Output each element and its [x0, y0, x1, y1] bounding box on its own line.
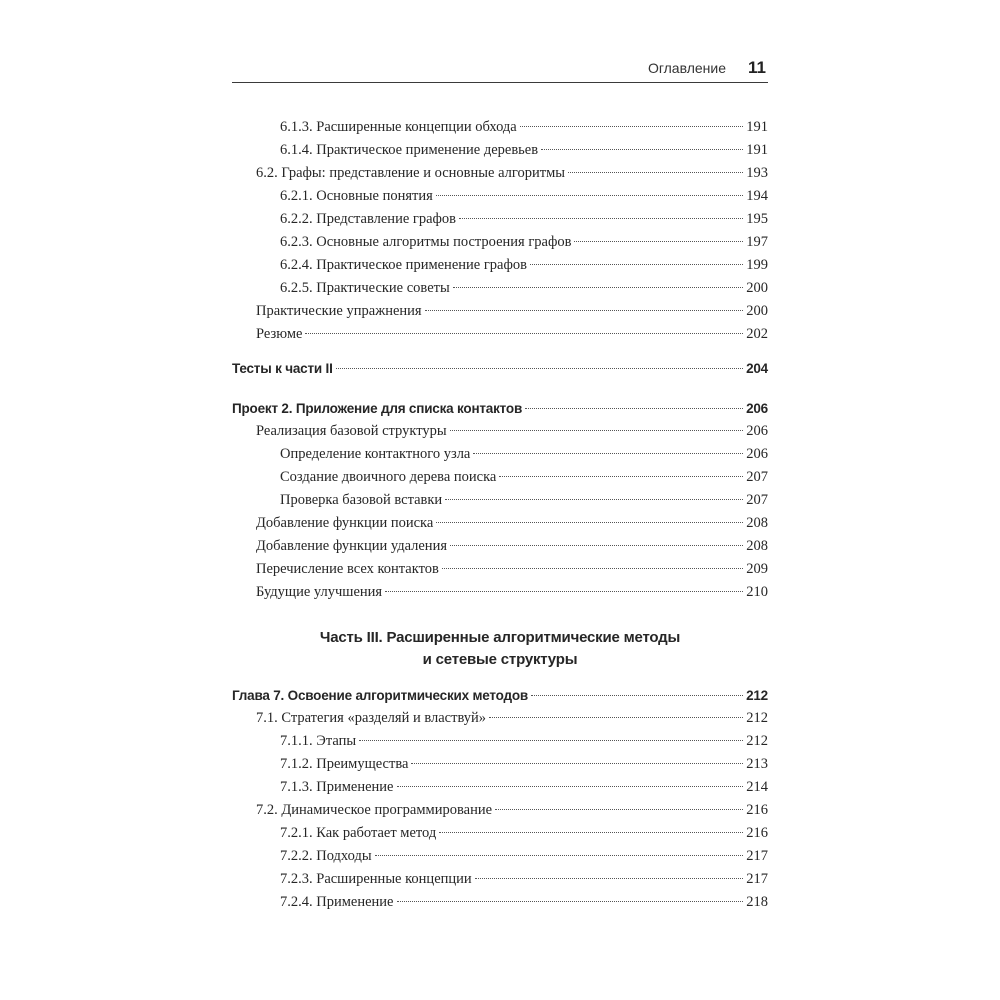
toc-entry-page: 200 [746, 303, 768, 319]
toc-entry-page: 200 [746, 280, 768, 296]
toc-entry-page: 194 [746, 188, 768, 204]
toc-entry-label: Перечисление всех контактов [256, 561, 439, 577]
dot-leader [450, 430, 744, 431]
dot-leader [439, 832, 743, 833]
toc-entry[interactable] [280, 891, 768, 913]
toc-entry[interactable] [256, 420, 768, 442]
toc-entry-label: 6.1.3. Расширенные концепции обхода [280, 119, 517, 135]
toc-entry[interactable] [256, 799, 768, 821]
toc-entry-label: 7.2.3. Расширенные концепции [280, 871, 472, 887]
toc-entry[interactable] [280, 116, 768, 138]
toc-entry-page: 212 [746, 733, 768, 749]
dot-leader [473, 453, 743, 454]
toc-entry-label: 7.2.1. Как работает метод [280, 825, 437, 841]
toc-entry-page: 216 [746, 825, 768, 841]
part-title-line-2: и сетевые структуры [422, 651, 578, 668]
toc-entry-label: 6.1.4. Практическое применение деревьев [280, 142, 539, 158]
toc-entry-label: 7.2.2. Подходы [280, 848, 372, 864]
toc-entry[interactable] [280, 845, 768, 867]
dot-leader [336, 368, 743, 369]
toc-entry-label: Тесты к части II [232, 361, 333, 376]
toc-entry-page: 206 [746, 423, 768, 439]
toc-entry[interactable] [256, 323, 768, 345]
toc-entry-page: 193 [746, 165, 768, 181]
running-head [232, 58, 768, 82]
toc-entry-page: 212 [746, 688, 768, 703]
dot-leader [495, 809, 743, 810]
toc-heading[interactable] [232, 685, 768, 707]
toc-entry-page: 191 [746, 119, 768, 135]
toc-entry-label: Глава 7. Освоение алгоритмических методов [232, 688, 528, 703]
toc-heading[interactable] [232, 358, 768, 380]
toc-entry[interactable] [280, 443, 768, 465]
toc-entry[interactable] [280, 489, 768, 511]
toc-entry-page: 195 [746, 211, 768, 227]
toc-entry-page: 217 [746, 848, 768, 864]
dot-leader [574, 241, 743, 242]
running-head-title: Оглавление [647, 60, 727, 76]
dot-leader [489, 717, 743, 718]
toc-entry-page: 207 [746, 469, 768, 485]
toc-entry-label: Создание двоичного дерева поиска [280, 469, 497, 485]
dot-leader [436, 522, 743, 523]
dot-leader [305, 333, 743, 334]
toc-entry-label: Добавление функции удаления [256, 538, 447, 554]
toc-entry[interactable] [256, 707, 768, 729]
toc-entry[interactable] [280, 254, 768, 276]
toc-entry[interactable] [280, 776, 768, 798]
toc-entry[interactable] [280, 753, 768, 775]
toc-entry[interactable] [256, 512, 768, 534]
toc-entry-label: 7.1.2. Преимущества [280, 756, 409, 772]
dot-leader [425, 310, 744, 311]
toc-entry-label: Проверка базовой вставки [280, 492, 443, 508]
toc-entry-label: 6.2. Графы: представление и основные алгоритмы [256, 165, 565, 181]
dot-leader [450, 545, 743, 546]
toc-entry-page: 202 [746, 326, 768, 342]
toc-entry-page: 191 [746, 142, 768, 158]
dot-leader [436, 195, 743, 196]
toc-entry-label: Реализация базовой структуры [256, 423, 447, 439]
toc-entry[interactable] [256, 535, 768, 557]
toc-entry[interactable] [256, 162, 768, 184]
toc-entry[interactable] [256, 558, 768, 580]
toc-entry[interactable] [280, 231, 768, 253]
toc-entry-label: Практические упражнения [256, 303, 422, 319]
toc-entry-page: 217 [746, 871, 768, 887]
toc-entry-page: 210 [746, 584, 768, 600]
toc-entry[interactable] [280, 466, 768, 488]
toc-entry[interactable] [256, 300, 768, 322]
toc-entry-label: Проект 2. Приложение для списка контактов [232, 401, 523, 416]
dot-leader [520, 126, 744, 127]
part-title-line-1: Часть III. Расширенные алгоритмические методы [319, 629, 681, 646]
toc-entry-label: Определение контактного узла [280, 446, 471, 462]
toc-entry-page: 209 [746, 561, 768, 577]
dot-leader [385, 591, 743, 592]
toc-entry-label: 7.1.3. Применение [280, 779, 394, 795]
toc-entry-label: 7.1. Стратегия «разделяй и властвуй» [256, 710, 487, 726]
toc-entry-page: 212 [746, 710, 768, 726]
page-number: 11 [748, 58, 766, 77]
dot-leader [568, 172, 743, 173]
toc-heading[interactable] [232, 398, 768, 420]
dot-leader [445, 499, 743, 500]
dot-leader [499, 476, 743, 477]
toc-entry-page: 204 [746, 361, 768, 376]
toc-entry[interactable] [280, 868, 768, 890]
toc-entry-page: 213 [746, 756, 768, 772]
toc-entry-page: 197 [746, 234, 768, 250]
toc-entry-label: 7.2.4. Применение [280, 894, 394, 910]
toc-entry[interactable] [280, 277, 768, 299]
toc-entry-label: Будущие улучшения [256, 584, 383, 600]
toc-entry-label: 6.2.4. Практическое применение графов [280, 257, 527, 273]
toc-entry-label: 7.2. Динамическое программирование [256, 802, 493, 818]
dot-leader [375, 855, 744, 856]
toc-entry-page: 218 [746, 894, 768, 910]
toc-entry[interactable] [256, 581, 768, 603]
header-rule [232, 82, 768, 83]
toc-entry-label: 6.2.1. Основные понятия [280, 188, 433, 204]
dot-leader [459, 218, 743, 219]
toc-entry-page: 208 [746, 515, 768, 531]
toc-entry[interactable] [280, 208, 768, 230]
dot-leader [531, 695, 743, 696]
dot-leader [411, 763, 743, 764]
toc-entry-page: 206 [746, 446, 768, 462]
toc-entry-page: 216 [746, 802, 768, 818]
toc-entry-page: 207 [746, 492, 768, 508]
toc-entry[interactable] [280, 730, 768, 752]
toc-entry-page: 214 [746, 779, 768, 795]
dot-leader [442, 568, 743, 569]
toc-entry-page: 206 [746, 401, 768, 416]
dot-leader [530, 264, 743, 265]
toc-entry[interactable] [280, 822, 768, 844]
dot-leader [541, 149, 743, 150]
toc-entry-label: Резюме [256, 326, 303, 342]
toc-entry-label: Добавление функции поиска [256, 515, 434, 531]
dot-leader [453, 287, 744, 288]
dot-leader [397, 901, 744, 902]
toc-entry[interactable] [280, 185, 768, 207]
toc-entry-label: 6.2.5. Практические советы [280, 280, 450, 296]
toc-entry-label: 7.1.1. Этапы [280, 733, 357, 749]
dot-leader [397, 786, 744, 787]
toc-entry-page: 199 [746, 257, 768, 273]
toc-entry-page: 208 [746, 538, 768, 554]
dot-leader [525, 408, 743, 409]
toc-entry-label: 6.2.3. Основные алгоритмы построения графов [280, 234, 572, 250]
dot-leader [475, 878, 744, 879]
toc-entry-label: 6.2.2. Представление графов [280, 211, 457, 227]
dot-leader [359, 740, 743, 741]
toc-entry[interactable] [280, 139, 768, 161]
